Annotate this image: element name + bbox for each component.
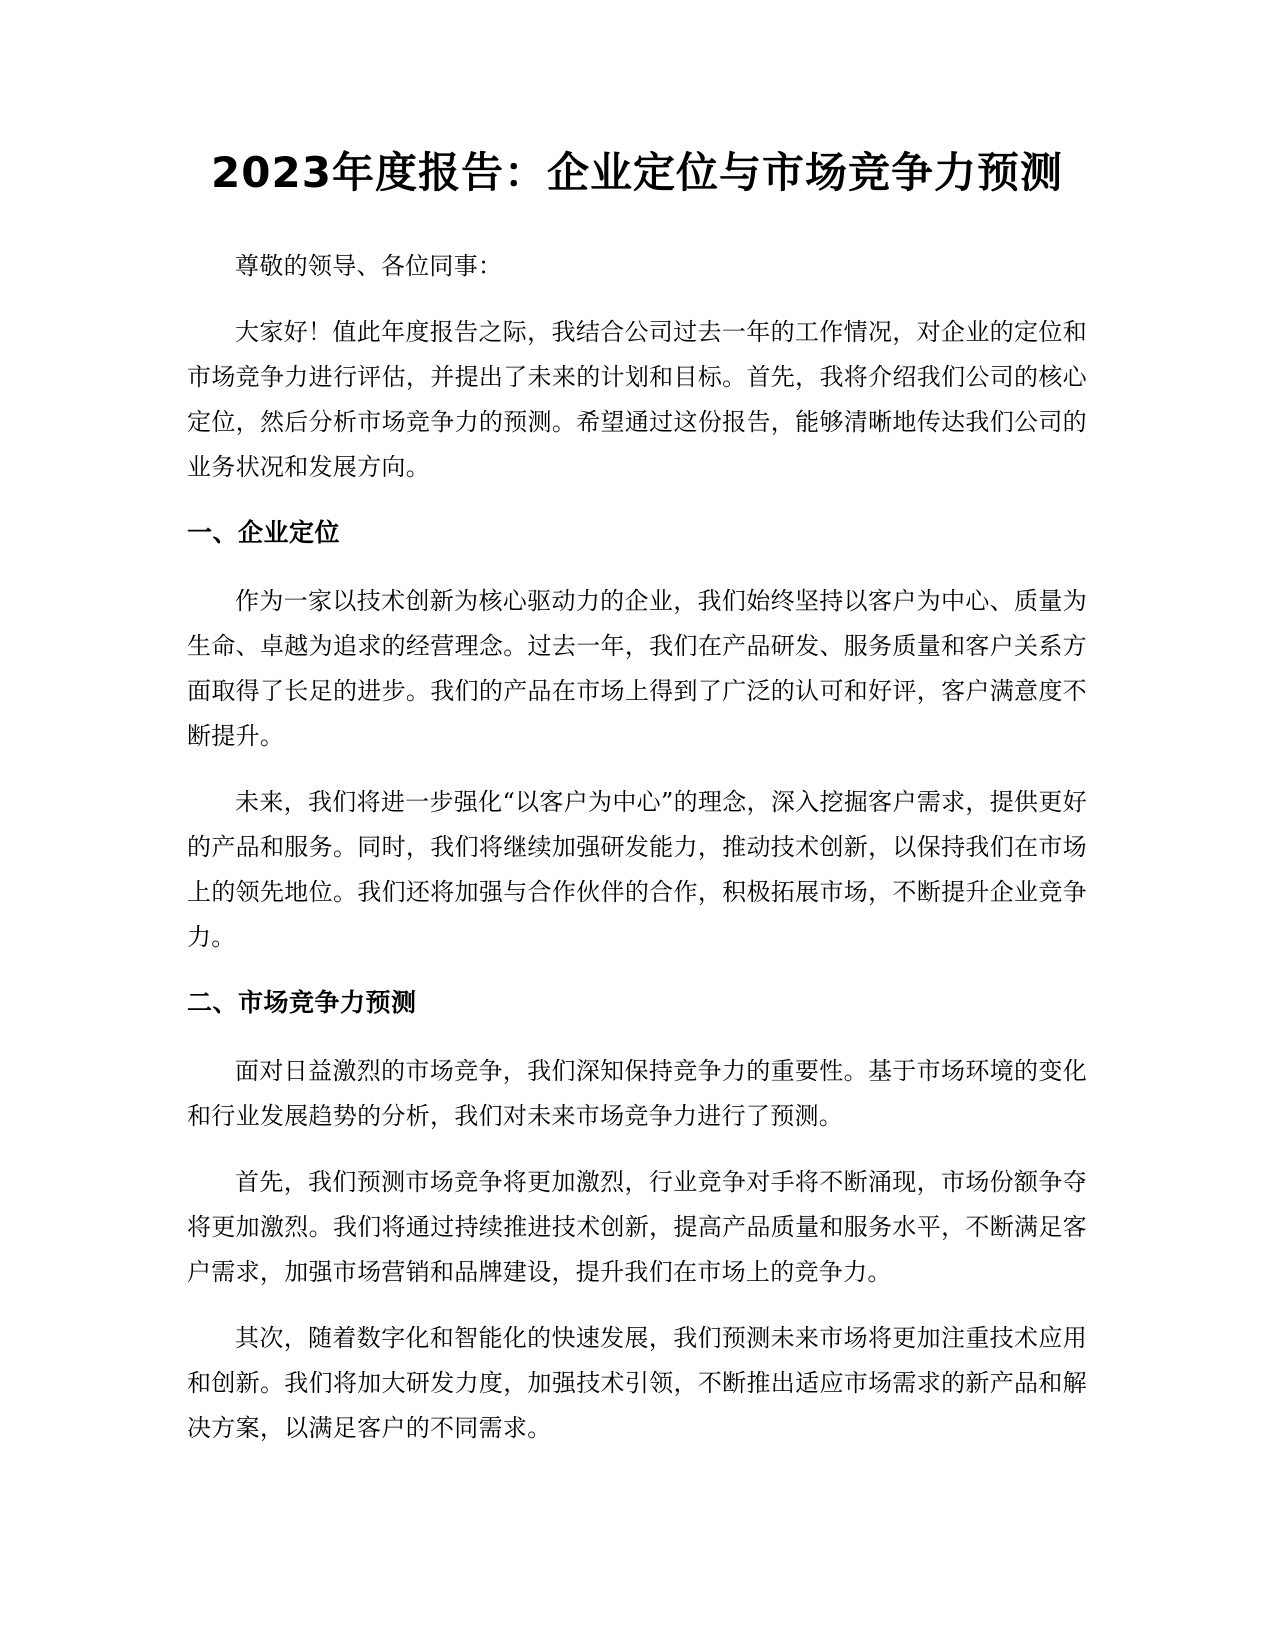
- document-title: 2023年度报告：企业定位与市场竞争力预测: [211, 148, 1063, 197]
- competitiveness-paragraph-2: 首先，我们预测市场竞争将更加激烈，行业竞争对手将不断涌现，市场份额争夺将更加激烈。我们将通过持续推进技术创新，提高产品质量和服务水平，不断满足客户需求，加强市场营销和品牌建设，提升我们在市场上的竞争力。: [187, 1168, 1087, 1286]
- document-body: [187, 140, 1087, 1472]
- section-heading-positioning: 一、企业定位: [187, 518, 341, 547]
- section-heading-competitiveness: 二、市场竞争力预测: [187, 988, 417, 1017]
- competitiveness-paragraph-3: 其次，随着数字化和智能化的快速发展，我们预测未来市场将更加注重技术应用和创新。我们将加大研发力度，加强技术引领，不断推出适应市场需求的新产品和解决方案，以满足客户的不同需求。: [187, 1324, 1087, 1442]
- competitiveness-paragraph-1: 面对日益激烈的市场竞争，我们深知保持竞争力的重要性。基于市场环境的变化和行业发展趋势的分析，我们对未来市场竞争力进行了预测。: [187, 1057, 1087, 1130]
- greeting-paragraph: 尊敬的领导、各位同事：: [235, 252, 503, 280]
- positioning-paragraph-1: 作为一家以技术创新为核心驱动力的企业，我们始终坚持以客户为中心、质量为生命、卓越为追求的经营理念。过去一年，我们在产品研发、服务质量和客户关系方面取得了长足的进步。我们的产品在市场上得到了广泛的认可和好评，客户满意度不断提升。: [187, 587, 1087, 750]
- positioning-paragraph-2: 未来，我们将进一步强化“以客户为中心”的理念，深入挖掘客户需求，提供更好的产品和服务。同时，我们将继续加强研发能力，推动技术创新，以保持我们在市场上的领先地位。我们还将加强与合作伙伴的合作，积极拓展市场，不断提升企业竞争力。: [187, 788, 1087, 951]
- intro-paragraph: 大家好！值此年度报告之际，我结合公司过去一年的工作情况，对企业的定位和市场竞争力进行评估，并提出了未来的计划和目标。首先，我将介绍我们公司的核心定位，然后分析市场竞争力的预测。希望通过这份报告，能够清晰地传达我们公司的业务状况和发展方向。: [187, 318, 1087, 481]
